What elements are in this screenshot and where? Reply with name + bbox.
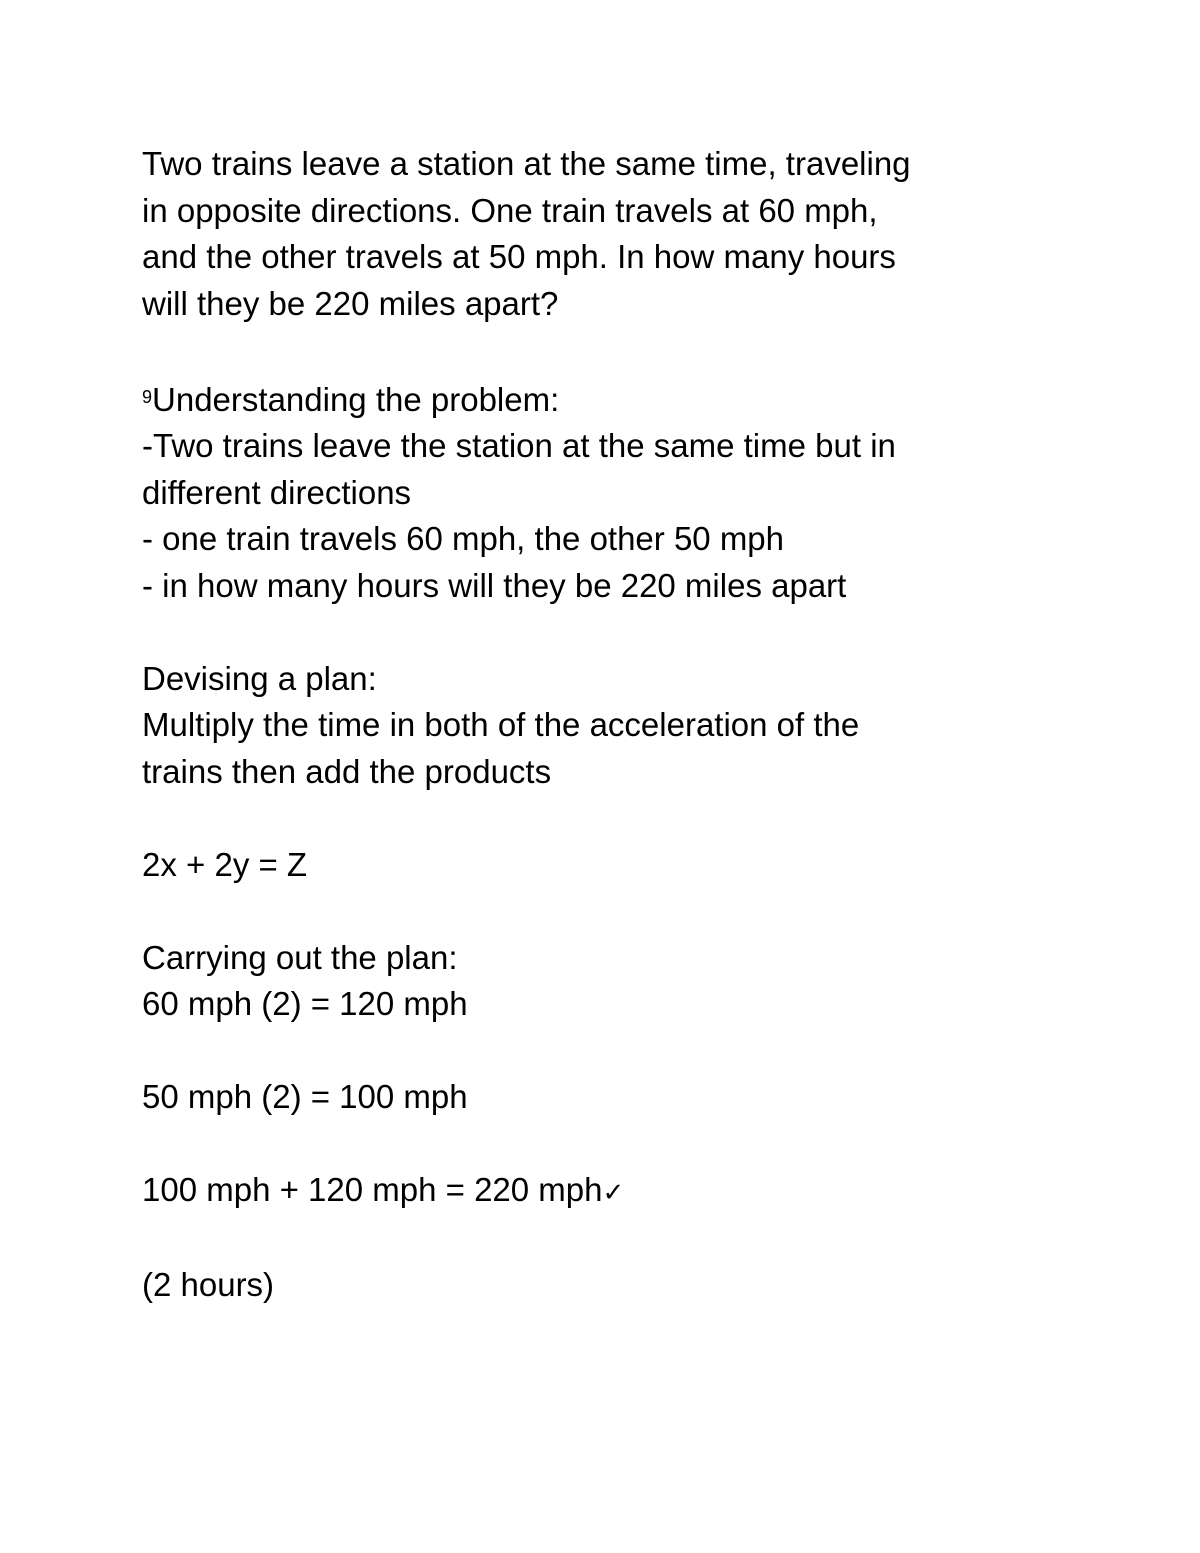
understanding-heading bbox=[142, 374, 1062, 424]
bullet-glyph: 9 bbox=[142, 386, 153, 407]
carry-out-step-3-text: 100 mph + 120 mph = 220 mph bbox=[142, 1171, 603, 1208]
document-body bbox=[142, 141, 1062, 1309]
spacer bbox=[142, 1216, 1062, 1263]
problem-line: and the other travels at 50 mph. In how many hours bbox=[142, 238, 896, 275]
carry-out-step-3 bbox=[142, 1167, 1062, 1216]
check-mark-icon: ✓ bbox=[602, 1177, 625, 1207]
problem-line: Two trains leave a station at the same time, traveling bbox=[142, 145, 911, 182]
understanding-line: different directions bbox=[142, 473, 412, 511]
spacer bbox=[142, 1028, 1062, 1075]
carry-out-heading: Carrying out the plan: bbox=[142, 938, 458, 976]
spacer bbox=[142, 327, 1062, 374]
understanding-line: - one train travels 60 mph, the other 50 mph bbox=[142, 520, 785, 557]
understanding-line: -Two trains leave the station at the same time but in bbox=[142, 427, 896, 464]
answer: (2 hours) bbox=[142, 1266, 275, 1303]
understanding-line: - in how many hours will they be 220 miles apart bbox=[142, 566, 847, 604]
plan-line: Multiply the time in both of the acceleration of the bbox=[142, 706, 860, 743]
understanding-heading-text: Understanding the problem: bbox=[152, 380, 560, 418]
plan-heading: Devising a plan: bbox=[142, 659, 377, 697]
spacer bbox=[142, 1121, 1062, 1168]
spacer bbox=[142, 795, 1062, 842]
plan-line: trains then add the products bbox=[142, 752, 552, 790]
carry-out-step-1: 60 mph (2) = 120 mph bbox=[142, 985, 468, 1022]
problem-line: in opposite directions. One train travels at 60 mph, bbox=[142, 191, 878, 229]
problem-line: will they be 220 miles apart? bbox=[142, 284, 559, 322]
carry-out-step-2: 50 mph (2) = 100 mph bbox=[142, 1078, 468, 1115]
spacer bbox=[142, 609, 1062, 656]
plan-equation: 2x + 2y = Z bbox=[142, 845, 308, 883]
spacer bbox=[142, 888, 1062, 935]
